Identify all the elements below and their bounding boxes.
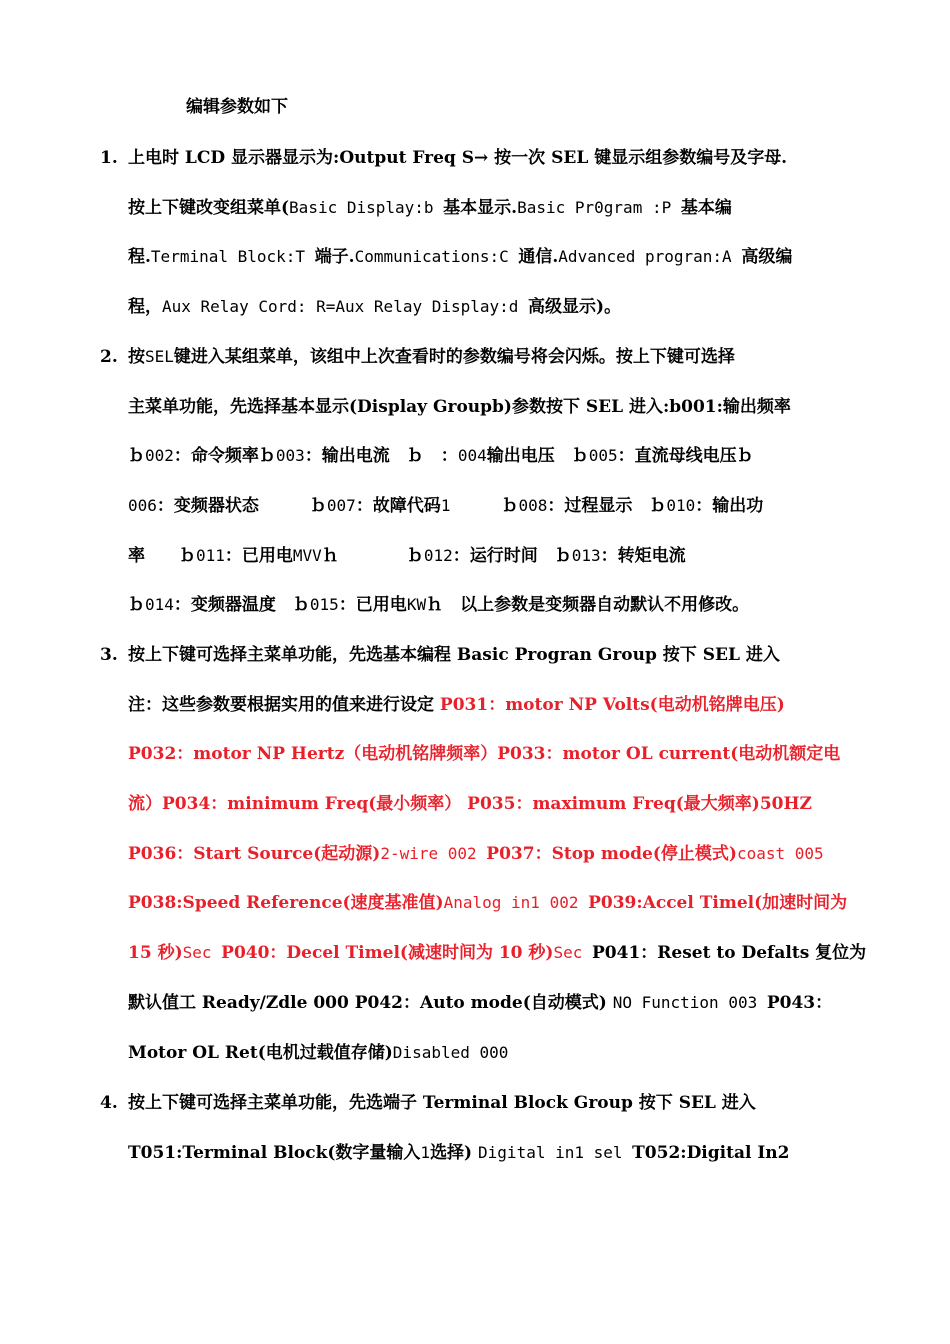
text-run: 率 ｂ [128, 545, 196, 566]
text-run: 015 [309, 595, 339, 615]
text-line [128, 940, 867, 990]
text-run: 按上下键可选择主菜单功能，先选基本编程 Basic Progran Group 按下 SEL 进入 [128, 645, 780, 665]
text-run: 高级显示)。 [528, 297, 622, 318]
text-run: 键进入某组菜单，该组中上次查看时的参数编号将会闪烁。按上下键可选择 [173, 347, 735, 367]
text-run: Basic Display:b [289, 197, 444, 217]
text-run: 基本显示. [443, 197, 518, 218]
text-run: Terminal Block:T [150, 247, 315, 267]
text-run: Disabled 000 [392, 1042, 509, 1062]
text-run: ：变频器状态 ｂ [156, 496, 327, 517]
text-run: ｂ [128, 446, 145, 467]
text-run: 按上下键改变组菜单( [128, 197, 290, 218]
text-run: 程. [128, 247, 151, 268]
text-run: SEL [145, 347, 174, 366]
text-run: ｂ [128, 595, 145, 616]
text-run: 006 [128, 496, 157, 516]
list-number: 3. [100, 645, 118, 665]
text-run: 端子. [314, 247, 355, 268]
text-run: 高级编 [741, 247, 793, 268]
text-run: 主菜单功能，先选择基本显示(Display Groupb)参数按下 SEL 进入:b001:输出频率 [128, 396, 791, 417]
text-run: 003 [275, 446, 305, 466]
text-run: ｂ [450, 496, 519, 517]
text-run: ｈ ｂ [321, 545, 424, 566]
text-line [128, 692, 840, 742]
text-run: 2-wire 002 [380, 843, 487, 863]
text-run: P031：motor NP Volts(电动机铭牌电压) [439, 694, 785, 715]
text-run: Advanced progran:A [558, 247, 742, 267]
list-number: 1. [100, 148, 118, 168]
text-run: P037：Stop mode(停止模式) [486, 843, 737, 864]
text-run: Analog in1 002 [443, 893, 589, 913]
text-run: P041：Reset to Defalts 复位为 [592, 943, 867, 964]
text-run: 上电时 LCD 显示器显示为:Output Freq S→ 按一次 SEL 键显示组参数编号及字母. [128, 148, 788, 168]
text-run: 默认值工 Ready/Zdle 000 P042：Auto mode(自动模式) [128, 992, 613, 1013]
text-run: 按 [128, 347, 145, 367]
text-run: 程， [128, 297, 162, 318]
text-run: ：输出功 [695, 496, 764, 517]
text-run: NO Function 003 [612, 992, 767, 1012]
list-item-text [128, 642, 867, 1089]
text-line [128, 344, 840, 394]
text-run: P043： [766, 992, 833, 1013]
text-run: T052:Digital In2 [632, 1142, 790, 1163]
text-line [128, 741, 840, 791]
list-item-text [128, 1090, 840, 1189]
text-run: 通信. [518, 247, 559, 268]
list-item-text [128, 344, 840, 642]
text-run: 014 [145, 595, 174, 615]
text-run: ：过程显示 ｂ [547, 496, 667, 517]
text-run: ：变频器温度 ｂ [173, 595, 310, 616]
text-line [128, 394, 840, 444]
text-run: ：运行时间 ｂ [452, 545, 572, 566]
text-line [128, 543, 840, 593]
text-run: 013 [571, 545, 601, 565]
text-line [128, 1040, 840, 1090]
text-run: 按上下键可选择主菜单功能，先选端子 Terminal Block Group 按下 SEL 进入 [128, 1093, 756, 1113]
text-run: 004 [457, 446, 487, 466]
text-run: 流）P034：minimum Freq(最小频率） P035：maximum Freq(最大频率)50HZ [128, 794, 812, 815]
text-run: P039:Accel Timel(加速时间为 [588, 893, 848, 914]
text-line [128, 145, 840, 195]
text-line [128, 443, 840, 493]
list-number: 2. [100, 347, 118, 367]
text-line [128, 1090, 840, 1140]
list-item-text [128, 145, 840, 344]
text-run: 002 [145, 446, 174, 466]
text-run: 选择) [430, 1142, 479, 1163]
text-run: 注：这些参数要根据实用的值来进行设定 [128, 694, 440, 715]
text-run: ：输出电流 ｂ ： [304, 446, 458, 467]
text-run: 012 [423, 545, 453, 565]
text-run: Basic Pr0gram :P [517, 197, 681, 217]
text-line [128, 592, 840, 642]
text-run: Digital in1 sel [478, 1142, 633, 1162]
text-run: KW [406, 595, 427, 615]
text-run: 010 [666, 496, 696, 516]
text-run: MVV [292, 545, 322, 565]
text-run: ：故障代码 [355, 496, 441, 517]
list-number: 4. [100, 1093, 118, 1113]
text-run: 008 [518, 496, 548, 516]
text-run: coast 005 [736, 843, 824, 863]
text-run: T051:Terminal Block(数字量输入 [128, 1142, 421, 1163]
text-run: P038:Speed Reference(速度基准值) [128, 893, 444, 914]
text-line [128, 841, 840, 891]
text-line [128, 990, 840, 1040]
text-run: ：已用电 [224, 545, 293, 566]
text-run: ｈ 以上参数是变频器自动默认不用修改。 [426, 595, 750, 616]
text-run: P032：motor NP Hertz（电动机铭牌频率）P033：motor OL current(电动机额定电 [128, 744, 841, 765]
text-line [128, 195, 840, 245]
text-line [128, 791, 840, 841]
text-line [128, 493, 840, 543]
text-line [128, 890, 848, 940]
text-run: 007 [326, 496, 356, 516]
text-run: 1 [420, 1142, 431, 1162]
text-run: 基本编 [680, 197, 732, 218]
text-run: P036：Start Source(起动源) [128, 843, 381, 864]
text-run: Communications:C [354, 247, 519, 267]
text-line [128, 642, 840, 692]
text-line [128, 1140, 840, 1190]
text-run: Sec [553, 943, 593, 963]
text-run: ：命令频率ｂ [173, 446, 276, 467]
text-run: P040：Decel Timel(减速时间为 10 秒) [221, 943, 554, 964]
text-run: Sec [182, 943, 222, 963]
text-run: ：转矩电流 [600, 545, 686, 566]
document-title: 编辑参数如下 [186, 97, 288, 117]
text-run: Aux Relay Cord: R=Aux Relay Display:d [162, 297, 529, 317]
text-run: ：已用电 [338, 595, 407, 616]
text-run: ：直流母线电压ｂ [617, 446, 754, 467]
text-line [128, 294, 840, 344]
text-run: Motor OL Ret(电机过载值存储) [128, 1042, 393, 1063]
text-run: 005 [588, 446, 618, 466]
text-run: 1 [440, 496, 451, 516]
text-line [128, 244, 840, 294]
text-run: 011 [196, 545, 225, 565]
text-run: 15 秒) [128, 943, 183, 964]
text-run: 输出电压 ｂ [486, 446, 589, 467]
